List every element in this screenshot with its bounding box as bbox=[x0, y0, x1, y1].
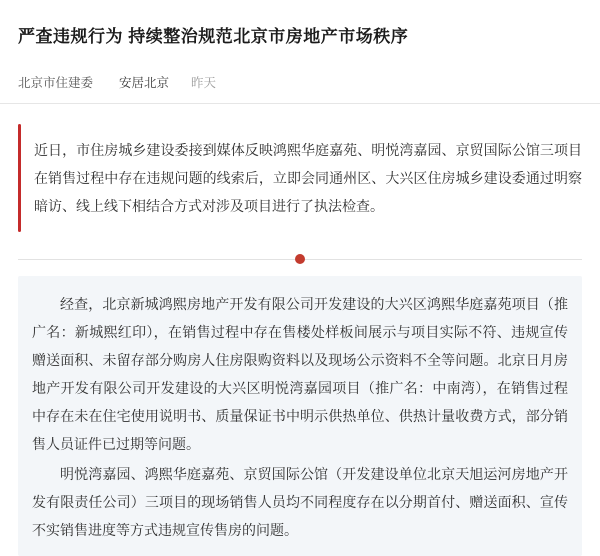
body-paragraph: 经查，北京新城鸿熙房地产开发有限公司开发建设的大兴区鸿熙华庭嘉苑项目（推广名：新城熙红印），在销售过程中存在售楼处样板间展示与项目实际不符、违规宣传赠送面积、未留存部分购房人住房限购资料以及现场公示资料不全等问题。北京日月房地产开发有限公司开发建设的大兴区明悦湾嘉园项目（推广名：中南湾），在销售过程中存在未在住宅使用说明书、质量保证书中明示供热单位、供热计量收费方式，部分销售人员证件已过期等问题。 bbox=[32, 295, 568, 452]
article-page bbox=[0, 11, 600, 538]
article-body bbox=[18, 276, 582, 556]
separator-dot-icon bbox=[295, 254, 305, 264]
page-title: 严查违规行为 持续整治规范北京市房地产市场秩序 bbox=[18, 27, 409, 47]
meta-account[interactable]: 安居北京 bbox=[119, 75, 170, 90]
meta-source: 北京市住建委 bbox=[18, 75, 94, 90]
body-paragraph: 明悦湾嘉园、鸿熙华庭嘉苑、京贸国际公馆（开发建设单位北京天旭运河房地产开发有限责任公司）三项目的现场销售人员均不同程度存在以分期首付、赠送面积、宣传不实销售进度等方式违规宣传售房的问题。 bbox=[32, 465, 568, 538]
section-separator bbox=[18, 250, 582, 268]
meta-time: 昨天 bbox=[191, 75, 217, 90]
lead-paragraph: 近日，市住房城乡建设委接到媒体反映鸿熙华庭嘉苑、明悦湾嘉园、京贸国际公馆三项目在销售过程中存在违规问题的线索后，立即会同通州区、大兴区住房城乡建设委通过明察暗访、线上线下相结合方式对涉及项目进行了执法检查。 bbox=[34, 141, 582, 214]
lead-block bbox=[18, 120, 582, 236]
header-divider bbox=[0, 103, 600, 104]
accent-bar bbox=[18, 124, 21, 232]
article-meta bbox=[0, 61, 600, 91]
